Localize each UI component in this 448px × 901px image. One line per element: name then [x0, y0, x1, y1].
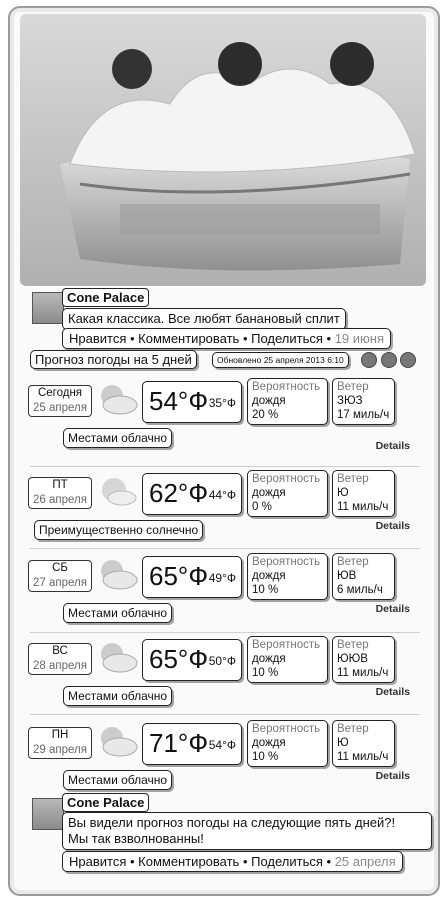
- post-author[interactable]: Cone Palace: [62, 288, 149, 307]
- forecast-day-1[interactable]: [20, 470, 426, 552]
- post-text: [62, 812, 432, 850]
- rain-probability: [247, 720, 328, 767]
- temp-high: 65°Ф: [149, 561, 209, 591]
- day-date: 29 апреля: [33, 744, 87, 756]
- day-name: ПТ: [52, 479, 68, 491]
- details-link[interactable]: Details: [375, 603, 410, 615]
- divider: [30, 714, 420, 715]
- prob-value: 10 %: [252, 751, 279, 763]
- day-label: [28, 385, 92, 417]
- forecast-day-0[interactable]: [20, 378, 426, 460]
- wind-label: Ветер: [337, 639, 369, 651]
- share-icon[interactable]: [381, 352, 397, 368]
- rain-probability: [247, 470, 328, 517]
- post-photo[interactable]: [20, 14, 426, 286]
- day-label: [28, 560, 92, 592]
- post-text: Какая классика. Все любят банановый сплит: [62, 308, 346, 330]
- day-date: 27 апреля: [33, 577, 87, 589]
- condition-label: Местами облачно: [63, 428, 172, 448]
- details-link[interactable]: Details: [375, 440, 410, 452]
- partly-cloudy-icon: [92, 555, 142, 595]
- rain-probability: [247, 636, 328, 683]
- day-date: 28 апреля: [33, 660, 87, 672]
- wind-label: Ветер: [337, 381, 369, 393]
- condition-label: Местами облачно: [63, 770, 172, 790]
- post-date: 25 апреля: [334, 854, 396, 869]
- actions-label[interactable]: Нравится • Комментировать • Поделиться •: [69, 854, 332, 869]
- prob-sub: дождя: [252, 737, 286, 749]
- condition-label: Преимущественно солнечно: [34, 520, 203, 540]
- details-link[interactable]: Details: [375, 520, 410, 532]
- condition-label: Местами облачно: [63, 686, 172, 706]
- wind-speed: 6 миль/ч: [337, 584, 383, 596]
- day-date: 26 апреля: [33, 494, 87, 506]
- divider: [30, 548, 420, 549]
- rain-probability: [247, 553, 328, 600]
- day-name: ВС: [52, 645, 68, 657]
- post-author[interactable]: Cone Palace: [62, 793, 149, 812]
- day-name: СБ: [52, 562, 68, 574]
- wind-speed: 17 миль/ч: [337, 409, 390, 421]
- forecast-updated: Обновлено 25 апреля 2013 6:10: [212, 352, 349, 368]
- temp-high: 54°Ф: [149, 386, 209, 416]
- day-name: Сегодня: [37, 387, 83, 399]
- details-link[interactable]: Details: [375, 686, 410, 698]
- prob-value: 20 %: [252, 409, 279, 421]
- day-name: ПН: [51, 729, 69, 741]
- temp-low: 35°Ф: [208, 396, 236, 410]
- temp-low: 54°Ф: [208, 738, 236, 752]
- post-text-line1: Вы видели прогноз погоды на следующие пять дней?!: [68, 815, 396, 830]
- divider: [30, 466, 420, 467]
- day-label: [28, 727, 92, 759]
- partly-cloudy-icon: [92, 638, 142, 678]
- prob-value: 0 %: [252, 501, 272, 513]
- wind-direction: ЮЮВ: [337, 653, 368, 665]
- prob-value: 10 %: [252, 667, 279, 679]
- wind-info: [332, 378, 395, 425]
- wind-info: [332, 720, 395, 767]
- post-date: 19 июня: [334, 331, 384, 346]
- day-label: [28, 643, 92, 675]
- prob-sub: дождя: [252, 570, 286, 582]
- forecast-day-2[interactable]: [20, 553, 426, 635]
- day-date: 25 апреля: [33, 402, 87, 414]
- forecast-title: Прогноз погоды на 5 дней: [30, 350, 197, 369]
- print-icon[interactable]: [361, 352, 377, 368]
- prob-label: Вероятность: [252, 381, 321, 393]
- actions-label[interactable]: Нравится • Комментировать • Поделиться •: [69, 331, 332, 346]
- wind-label: Ветер: [337, 473, 369, 485]
- rain-probability: [247, 378, 328, 425]
- temperature-box: [142, 381, 242, 423]
- prob-sub: дождя: [252, 653, 286, 665]
- wind-info: [332, 636, 395, 683]
- temp-high: 71°Ф: [149, 728, 209, 758]
- prob-value: 10 %: [252, 584, 279, 596]
- partly-cloudy-icon: [92, 380, 142, 420]
- wind-speed: 11 миль/ч: [337, 667, 389, 679]
- avatar[interactable]: [32, 798, 64, 830]
- post-text-line2: Мы так взволнованны!: [68, 831, 204, 846]
- wind-direction: ЗЮЗ: [337, 395, 363, 407]
- forecast-day-4[interactable]: [20, 720, 426, 802]
- wind-direction: Ю: [337, 737, 349, 749]
- temperature-box: [142, 556, 242, 598]
- temperature-box: [142, 639, 242, 681]
- wind-info: [332, 470, 395, 517]
- temperature-box: [142, 473, 242, 515]
- temp-low: 50°Ф: [208, 654, 236, 668]
- temp-high: 65°Ф: [149, 644, 209, 674]
- condition-label: Местами облачно: [63, 603, 172, 623]
- day-label: [28, 477, 92, 509]
- settings-icon[interactable]: [400, 352, 416, 368]
- prob-sub: дождя: [252, 395, 286, 407]
- partly-cloudy-icon: [92, 722, 142, 762]
- wind-label: Ветер: [337, 556, 369, 568]
- temperature-box: [142, 723, 242, 765]
- wind-info: [332, 553, 395, 600]
- wind-speed: 11 миль/ч: [337, 501, 389, 513]
- temp-high: 62°Ф: [149, 478, 209, 508]
- prob-sub: дождя: [252, 487, 286, 499]
- wind-direction: ЮВ: [337, 570, 357, 582]
- post-actions[interactable]: [62, 328, 391, 349]
- wind-label: Ветер: [337, 723, 369, 735]
- details-link[interactable]: Details: [375, 770, 410, 782]
- prob-label: Вероятность: [252, 473, 321, 485]
- prob-label: Вероятность: [252, 639, 321, 651]
- temp-low: 49°Ф: [208, 571, 236, 585]
- post-actions[interactable]: [62, 851, 403, 872]
- prob-label: Вероятность: [252, 723, 321, 735]
- temp-low: 44°Ф: [208, 488, 236, 502]
- forecast-day-3[interactable]: [20, 636, 426, 718]
- divider: [30, 632, 420, 633]
- wind-speed: 11 миль/ч: [337, 751, 389, 763]
- prob-label: Вероятность: [252, 556, 321, 568]
- wind-direction: Ю: [337, 487, 349, 499]
- avatar[interactable]: [32, 292, 64, 324]
- mostly-sunny-icon: [92, 472, 142, 512]
